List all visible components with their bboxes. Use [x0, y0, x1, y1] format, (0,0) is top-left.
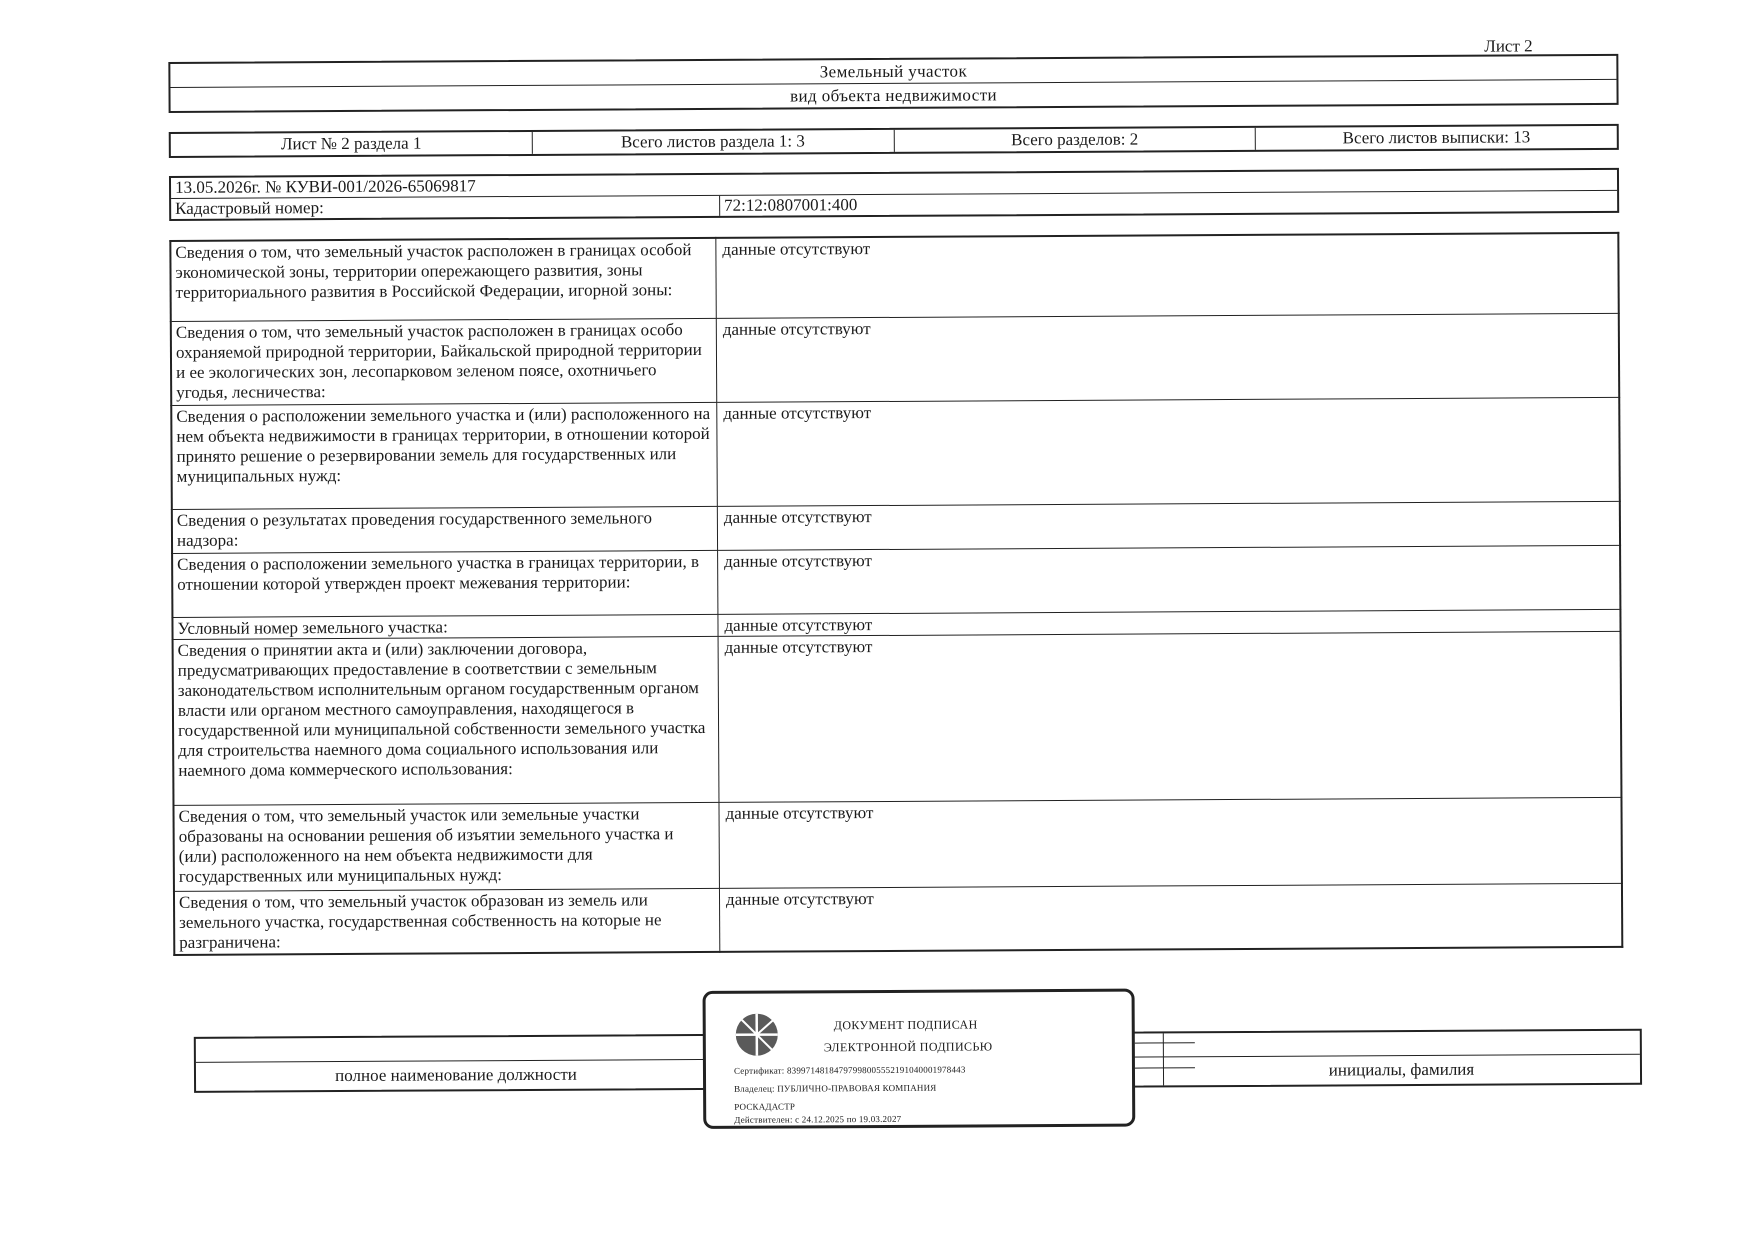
row-label: Сведения о расположении земельного участка и (или) расположенного на нем объекта недвижимости в границах территории, в отношении которой принято решение о резервировании земель для государственных или муниципальных нужд:	[171, 402, 717, 509]
sheets-total: Всего листов выписки: 13	[1255, 126, 1617, 150]
info-table	[169, 232, 1623, 956]
row-label: Сведения о расположении земельного участка в границах территории, в отношении которой утвержден проект межевания территории:	[172, 550, 718, 617]
row-value: данные отсутствуют	[719, 883, 1622, 952]
stamp-certificate: Сертификат: 839971481847979980055521910400019784​43	[734, 1065, 966, 1076]
object-title: Земельный участок	[170, 56, 1616, 87]
table-row	[173, 631, 1622, 805]
stamp-validity: Действителен: с 24.12.2025 по 19.03.2027	[734, 1114, 901, 1125]
row-value: данные отсутствуют	[716, 233, 1619, 318]
table-row	[171, 313, 1619, 405]
row-value: данные отсутствуют	[716, 313, 1619, 402]
sheet-of-section: Лист № 2 раздела 1	[171, 132, 532, 156]
table-row	[171, 397, 1620, 509]
page-number: Лист 2	[1484, 36, 1532, 56]
table-row	[173, 797, 1621, 891]
section-header	[169, 124, 1619, 158]
position-label: полное наименование должности	[196, 1064, 716, 1087]
row-label: Сведения о принятии акта и (или) заключении договора, предусматривающих предоставление в соответствии с земельным законодательством исполнительным органом государственным органом власти или органом местного самоуправления, находящегося в государственной или муниципальной собственности земельного участка для строительства наемного дома социального использования или наемного дома коммерческого использования:	[173, 636, 719, 805]
table-row	[170, 233, 1618, 321]
row-label: Сведения о том, что земельный участок или земельные участки образованы на основании решения об изъятии земельного участка и (или) расположенного на нем объекта недвижимости для государственных или муниципальных нужд:	[173, 802, 719, 891]
stamp-owner: Владелец: ПУБЛИЧНО-ПРАВОВАЯ КОМПАНИЯ	[734, 1083, 936, 1094]
row-value: данные отсутствуют	[717, 397, 1620, 506]
cadastral-value: 72:12:0807001:400	[720, 195, 857, 216]
row-value: данные отсутствуют	[717, 501, 1620, 550]
rosreestr-logo-icon	[734, 1012, 780, 1058]
row-label: Сведения о том, что земельный участок расположен в границах особо охраняемой природной территории, Байкальской природной территории и ее экологических зон, лесопарковом зеленом поясе, охотничьего угодья, лесничества:	[171, 318, 717, 405]
table-row	[172, 545, 1620, 617]
row-label: Условный номер земельного участка:	[172, 614, 718, 639]
row-label: Сведения о том, что земельный участок расположен в границах особой экономической зоны, территории опережающего развития, зоны территориального развития в Российской Федерации, игорной зоны:	[170, 238, 716, 321]
electronic-signature-stamp	[703, 989, 1136, 1129]
registration-number: 13.05.2026г. № КУВИ-001/2026-65069817	[171, 170, 1617, 198]
object-subtitle: вид объекта недвижимости	[170, 79, 1616, 111]
row-value: данные отсутствуют	[719, 797, 1622, 888]
stamp-owner-org: РОСКАДАСТР	[734, 1101, 795, 1111]
stamp-line-1: ДОКУМЕНТ ПОДПИСАН	[834, 1017, 978, 1033]
row-label: Сведения о результатах проведения государственного земельного надзора:	[172, 506, 718, 553]
sheets-in-section: Всего листов раздела 1: 3	[531, 130, 893, 154]
registration-box	[169, 168, 1619, 221]
row-value: данные отсутствуют	[718, 609, 1621, 636]
sections-total: Всего разделов: 2	[893, 128, 1255, 152]
row-value: данные отсутствуют	[718, 631, 1621, 802]
name-label: инициалы, фамилия	[1163, 1059, 1640, 1082]
stamp-line-2: ЭЛЕКТРОННОЙ ПОДПИСЬЮ	[824, 1039, 993, 1055]
cadastral-label: Кадастровый номер:	[171, 196, 720, 219]
table-row	[174, 883, 1622, 955]
object-type-box	[168, 54, 1618, 113]
row-label: Сведения о том, что земельный участок образован из земель или земельного участка, государственная собственность на которые не разграничена:	[174, 888, 720, 955]
row-value: данные отсутствуют	[718, 545, 1621, 614]
